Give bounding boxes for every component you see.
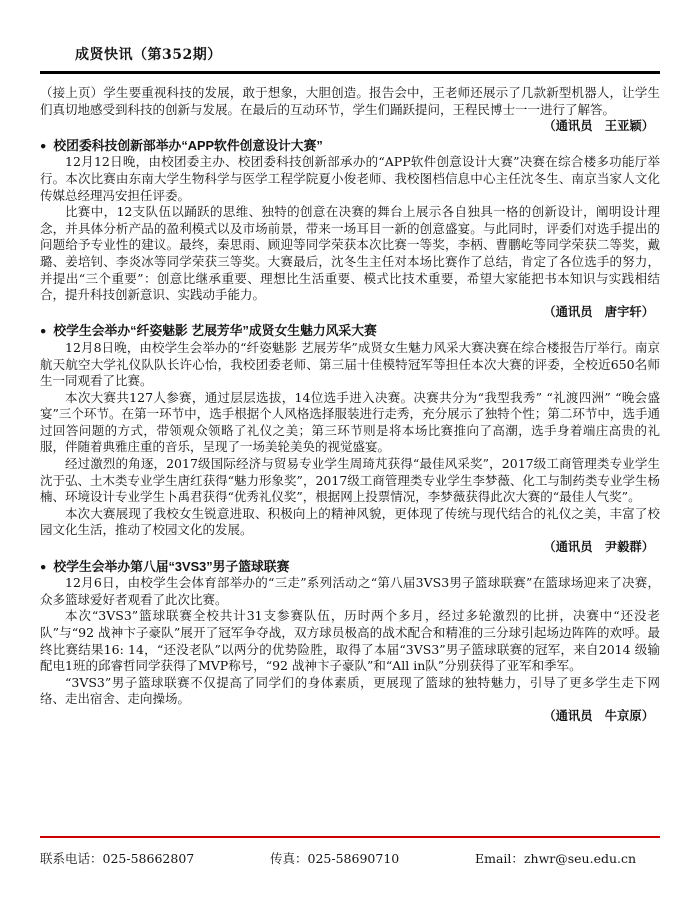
news-section [40,559,660,725]
section-paragraph: 本次大赛共127人参赛，通过层层选拔，14位选手进入决赛。决赛共分为“我型我秀” “礼渡四洲” “晚会盛宴”三个环节。在第一环节中，选手根据个人风格选择服装进行走秀，充分展示了独特个性；第二环节中，选手通过回答问题的方式，带领观众领略了礼仪之美；第三环节则是将本场比赛推向了高潮，选手身着端庄高贵的礼服，伴随着典雅庄重的音乐，呈现了一场美轮美奂的视觉盛宴。 [40,389,660,455]
correspondent-credit: （通讯员 尹毅群） [543,540,654,555]
section-paragraph: “3VS3”男子篮球联赛不仅提高了同学们的身体素质，更展现了篮球的独特魅力，引导了更多学生走下网络、走出宿舍、走向操场。 [40,674,660,707]
section-heading-text: 校学生会举办第八届“3VS3”男子篮球联赛 [53,558,290,574]
intro-paragraph: （接上页）学生要重视科技的发展，敢于想象，大胆创造。报告会中，王老师还展示了几款新型机器人，让学生们真切地感受到科技的创新与发展。在最后的互动环节，学生们踊跃提问，王程民博士一一进行了解答。 [40,85,660,117]
news-section [40,138,660,321]
section-heading-text: 校团委科技创新部举办“APP软件创意设计大赛” [53,137,323,153]
footer-fax-value: 025-58690710 [307,851,400,866]
correspondent-credit: （通讯员 唐宇轩） [543,304,654,319]
bullet-icon: ● [40,139,47,152]
footer-phone-label: 联系电话： [40,851,103,866]
footer-email-value: zhwr@seu.edu.cn [523,851,637,866]
section-paragraph: 12月8日晚，由校学生会举办的“纤姿魅影 艺展芳华”成贤女生魅力风采大赛决赛在综合楼报告厅举行。南京航天航空大学礼仪队队长许心怡，我校团委老师、第三届十佳模特冠军等担任本次大赛的评委，全校近650名师生一同观看了比赛。 [40,339,660,389]
section-paragraph: 比赛中，12支队伍以踊跃的思维、独特的创意在决赛的舞台上展示各自独具一格的创新设计，阐明设计理念，并具体分析产品的盈利模式以及市场前景，带来一场耳目一新的创意盛宴。与此同时，评委们对选手提出的问题给予专业性的建议。最终，秦思雨、顾迎等同学荣获本次比赛一等奖，李柄、曹鹏屹等同学荣获二等奖，戴璐、姜培钊、李炎冰等同学荣获三等奖。大赛最后，沈冬生主任对本场比赛作了总结，肯定了各位选手的努力，并提出“三个重要”：创意比继承重要、理想比生活重要、模式比技术重要，希望大家能把书本知识与实践相结合，提升科技创新意识、实践动手能力。 [40,204,660,303]
masthead-rule [40,71,660,74]
section-paragraph: 本次“3VS3”篮球联赛全校共计31支参赛队伍，历时两个多月，经过多轮激烈的比拼，决赛中“还没老队”与“92 战神卞子豪队”展开了冠军争夺战，双方球员极高的战术配合和精准的三分球引起场边阵阵的欢呼。最终比赛结果16: 14，“还没老队”以两分的优势险胜，取得了本届“3VS3”男子篮球联赛的冠军，来自2014 级输配电1班的邱睿哲同学获得了MVP称号，“92 战神卞子豪队”和“All in队”分别获得了亚军和季军。 [40,608,660,674]
footer-email [475,849,660,867]
correspondent-credit: （通讯员 牛京原） [543,708,654,723]
section-heading [40,138,660,155]
section-paragraph: 经过激烈的角逐，2017级国际经济与贸易专业学生周琦芃获得“最佳风采奖”，2017级工商管理类专业学生沈于弘、土木类专业学生唐红获得“魅力形象奖”，2017级工商管理类专业学生李梦薇、化工与制药类专业学生杨楠、环境设计专业学生卜禹君获得“优秀礼仪奖”，根据网上投票情况，李梦薇获得此次大赛的“最佳人气奖”。 [40,456,660,505]
footer-email-label: Email： [475,851,524,866]
bullet-icon: ● [40,325,47,338]
bullet-icon: ● [40,560,47,573]
news-section [40,323,660,555]
section-paragraph: 本次大赛展现了我校女生锐意进取、积极向上的精神风貌，更体现了传统与现代结合的礼仪之美，丰富了校园文化生活，推动了校园文化的发展。 [40,505,660,538]
section-paragraph: 12月6日，由校学生会体育部举办的“三走”系列活动之“第八届3VS3男子篮球联赛”在篮球场迎来了决赛，众多篮球爱好者观看了此次比赛。 [40,575,660,607]
footer-rule [40,836,660,838]
newsletter-body [40,85,660,725]
footer-phone-value: 025-58662807 [102,851,195,866]
section-heading [40,559,660,576]
footer-fax [270,849,475,867]
section-heading-text: 校学生会举办“纤姿魅影 艺展芳华”成贤女生魅力风采大赛 [53,323,377,339]
footer-contact-row [40,849,660,867]
section-paragraph: 12月12日晚，由校团委主办、校团委科技创新部承办的“APP软件创意设计大赛”决赛在综合楼多功能厅举行。本次比赛由东南大学生物科学与医学工程学院夏小俊老师、我校图档信息中心主任沈冬生、南京当家人文化传媒总经理冯安担任评委。 [40,154,660,203]
footer-fax-label: 传真： [270,851,308,866]
section-heading [40,323,660,340]
correspondent-credit: （通讯员 王亚颖） [543,119,654,134]
page-footer [40,836,660,867]
masthead-title: 成贤快讯（第352期） [75,47,222,63]
footer-phone [40,849,270,867]
